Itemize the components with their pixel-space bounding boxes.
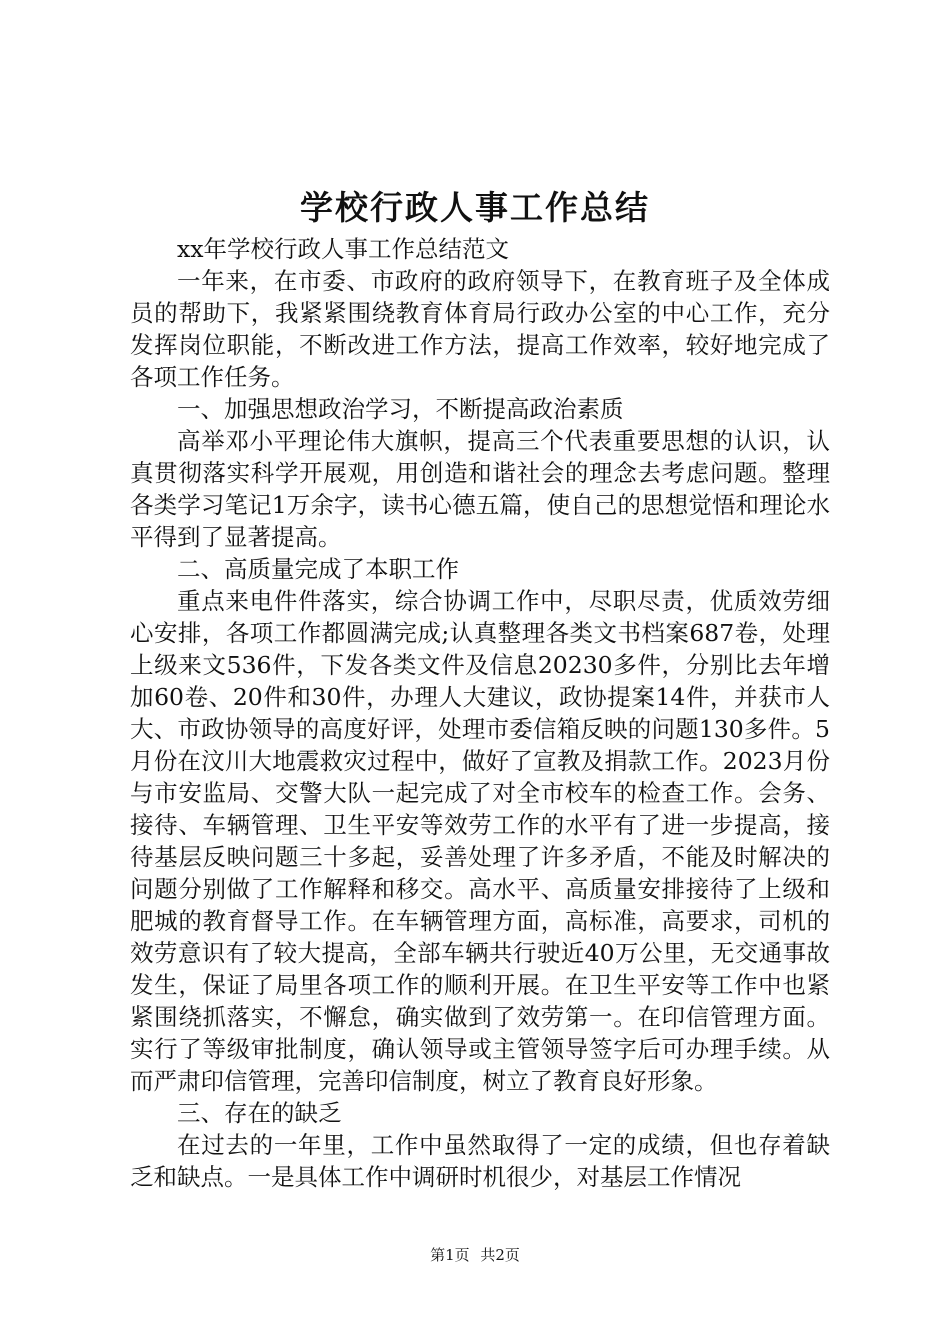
document-title: 学校行政人事工作总结: [300, 188, 650, 227]
page-footer: [0, 1243, 950, 1267]
section-3-paragraph: 在过去的一年里，工作中虽然取得了一定的成绩，但也存着缺乏和缺点。一是具体工作中调研时机很少，对基层工作情况: [130, 1131, 830, 1191]
intro-paragraph: 一年来，在市委、市政府的政府领导下，在教育班子及全体成员的帮助下，我紧紧围绕教育体育局行政办公室的中心工作，充分发挥岗位职能，不断改进工作方法，提高工作效率，较好地完成了各项工作任务。: [130, 267, 830, 391]
page-total: 共2页: [480, 1246, 520, 1264]
section-1-paragraph: 高举邓小平理论伟大旗帜，提高三个代表重要思想的认识，认真贯彻落实科学开展观，用创造和谐社会的理念去考虑问题。整理各类学习笔记1万余字，读书心德五篇，使自己的思想觉悟和理论水平得到了显著提高。: [130, 427, 830, 551]
section-heading-1: 一、加强思想政治学习，不断提高政治素质: [177, 395, 624, 423]
section-2-paragraph: 重点来电件件落实，综合协调工作中，尽职尽责，优质效劳细心安排，各项工作都圆满完成;认真整理各类文书档案687卷，处理上级来文536件，下发各类文件及信息20230多件，分别比去年增加60卷、20件和30件，办理人大建议，政协提案14件，并获市人大、市政协领导的高度好评，处理市委信箱反映的问题130多件。5月份在汶川大地震救灾过程中，做好了宣教及捐款工作。2023月份与市安监局、交警大队一起完成了对全市校车的检查工作。会务、接待、车辆管理、卫生平安等效劳工作的水平有了进一步提高，接待基层反映问题三十多起，妥善处理了许多矛盾，不能及时解决的问题分别做了工作解释和移交。高水平、高质量安排接待了上级和肥城的教育督导工作。在车辆管理方面，高标准，高要求，司机的效劳意识有了较大提高，全部车辆共行驶近40万公里，无交通事故发生，保证了局里各项工作的顺利开展。在卫生平安等工作中也紧紧围绕抓落实，不懈怠，确实做到了效劳第一。在印信管理方面。实行了等级审批制度，确认领导或主管领导签字后可办理手续。从而严肃印信管理，完善印信制度，树立了教育良好形象。: [130, 587, 830, 1095]
document-body: [130, 233, 830, 1193]
page-number: 第1页: [430, 1246, 470, 1264]
section-heading-3: 三、存在的缺乏: [177, 1099, 342, 1127]
section-heading-2: 二、高质量完成了本职工作: [177, 555, 459, 583]
subtitle-paragraph: xx年学校行政人事工作总结范文: [177, 235, 510, 263]
